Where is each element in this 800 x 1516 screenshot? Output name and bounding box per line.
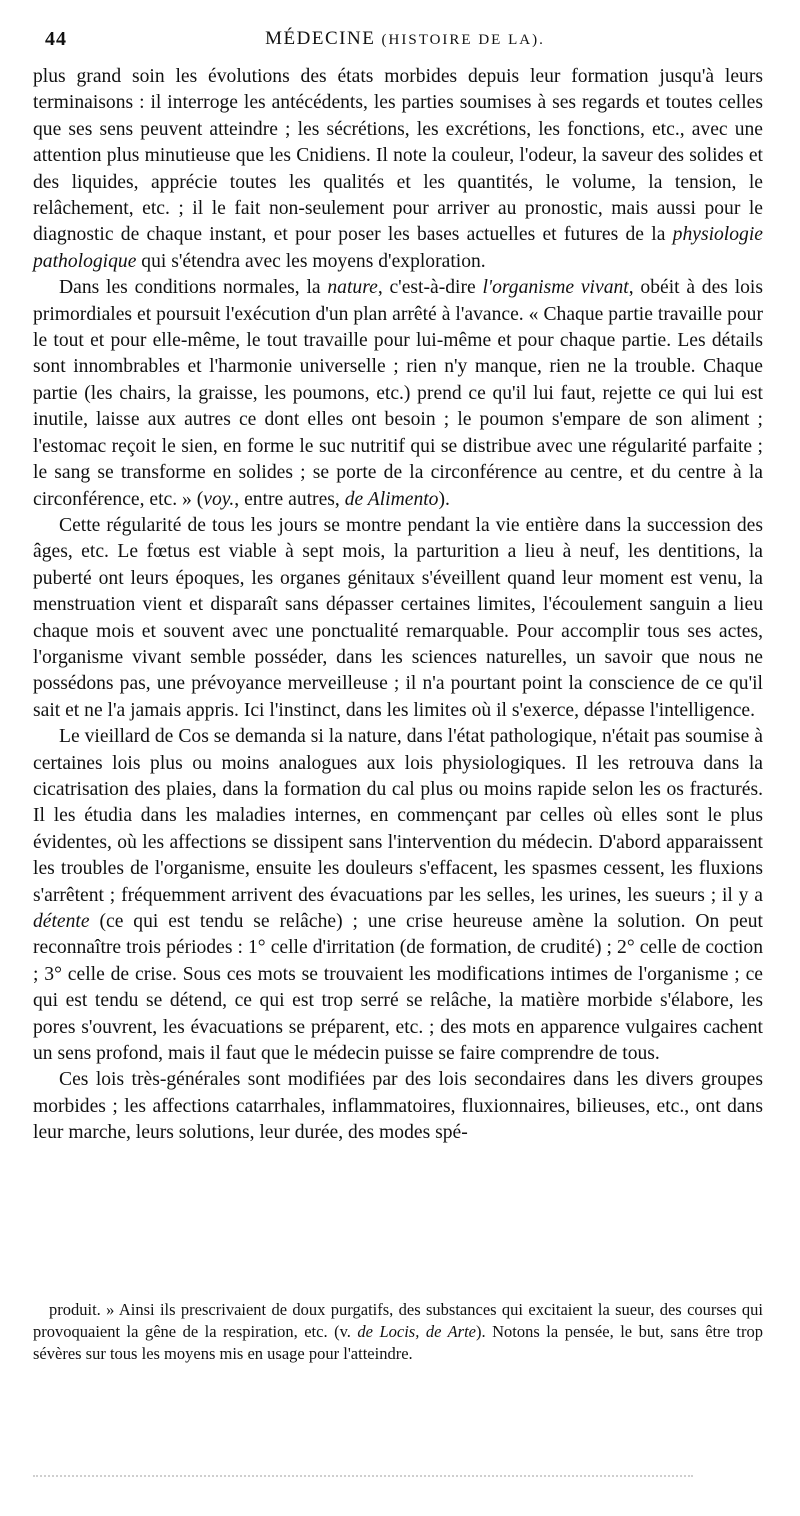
running-header	[45, 28, 765, 58]
italic-term: détente	[33, 911, 90, 932]
paragraph: Ces lois très-générales sont modifiées par des lois secondaires dans les divers groupes morbides ; les affections catarrhales, inflammatoires, fluxionnaires, bilieuses, etc., ont dans leur marche, leurs solutions, leur durée, des modes spé-	[33, 1069, 763, 1144]
text-run: , obéit à des lois primordiales et poursuit l'exécution d'un plan arrêté à l'avance. « Chaque partie travaille pour le tout et pour elle-même, le tout travaille pour lui-même et pour chaque partie. Les détails sont innombrables et l'harmonie universelle ; rien n'y manque, rien ne la trouble. Chaque partie (les chairs, la graisse, les poumons, etc.) prend ce qu'il lui faut, rejette ce qui lui est inutile, laisse aux autres ce dont elles ont besoin ; le poumon s'empare de son aliment ; l'estomac reçoit le sien, en forme le suc nutritif qui se distribue avec une régularité parfaite ; le sang se transforme en solides ; se porte de la circonférence au centre, et du centre à la circonférence, etc. » (	[33, 277, 763, 510]
italic-term: de Locis, de Arte	[357, 1322, 477, 1341]
italic-term: voy.	[203, 488, 235, 510]
footnote-text	[33, 1299, 763, 1365]
main-text	[33, 64, 763, 1147]
text-run: ).	[438, 488, 450, 510]
text-run: ). Notons la pensée, le but, sans être trop sévères sur tous les moyens mis en usage pour l'atteindre.	[33, 1322, 764, 1363]
text-run: (ce qui est tendu se relâche) ; une crise heureuse amène la solution. On peut reconnaître trois périodes : 1° celle d'irritation (de formation, de crudité) ; 2° celle de coction ; 3° celle de crise. Sous ces mots se trouvaient les modifications intimes de l'organisme ; ce qui est tendu se détend, ce qui est trop serré se relâche, la matière morbide s'élabore, les pores s'ouvrent, les évacuations se préparent, etc. ; des mots en apparence vulgaires cachent un sens profond, mais il faut que le médecin puisse se faire comprendre de tous.	[33, 911, 763, 1065]
running-title	[45, 28, 765, 50]
footnote	[33, 1299, 763, 1365]
bleed-through-marks	[33, 1475, 693, 1479]
paragraph	[33, 724, 763, 1067]
italic-term: de Alimento	[344, 488, 439, 510]
italic-term: nature	[327, 277, 378, 299]
running-title-main: MÉDECINE	[265, 28, 376, 49]
paragraph: Cette régularité de tous les jours se montre pendant la vie entière dans la succession des âges, etc. Le fœtus est viable à sept mois, la parturition a lieu à neuf, les dentitions, la puberté ont leurs époques, les organes génitaux s'éveillent quand leur moment est venu, la menstruation vient et disparaît sans dépasser certaines limites, l'écoulement sanguin a lieu chaque mois et souvent avec une ponctualité remarquable. Pour accomplir tous ses actes, l'organisme vivant semble posséder, dans les sciences naturelles, un savoir que nous ne possédons pas, une prévoyance merveilleuse ; il n'a pourtant point la conscience de ce qu'il sait et ne l'a jamais appris. Ici l'instinct, dans les limites où il s'exerce, dépasse l'intelligence.	[33, 514, 763, 721]
text-run: , entre autres,	[234, 488, 345, 510]
paragraph	[33, 64, 763, 275]
text-run: Dans les conditions normales, la	[59, 277, 328, 299]
page-number: 44	[45, 28, 67, 50]
text-run: plus grand soin les évolutions des états morbides depuis leur formation jusqu'à leurs terminaisons : il interroge les antécédents, les parties soumises à ses regards et toutes celles que ses sens peuvent atteindre ; les sécrétions, les excrétions, les fonctions, etc., avec une attention plus minutieuse que les Cnidiens. Il note la couleur, l'odeur, la saveur des solides et des liquides, apprécie toutes les qualités et les quantités, le volume, la tension, le relâchement, etc. ; il le fait non-seulement pour arriver au pronostic, mais aussi pour le diagnostic de chaque instant, et pour poser les bases actuelles et futures de la	[33, 66, 763, 246]
running-title-sub: (HISTOIRE DE LA).	[381, 32, 545, 48]
italic-term: physiologie pathologique	[33, 224, 763, 272]
text-run: qui s'étendra avec les moyens d'exploration.	[136, 250, 486, 272]
text-run: , c'est-à-dire	[377, 277, 483, 299]
paragraph	[33, 275, 763, 513]
italic-term: l'organisme vivant	[482, 277, 629, 299]
text-run: produit. » Ainsi ils prescrivaient de doux purgatifs, des substances qui excitaient la sueur, des courses qui provoquaient la gêne de la respiration, etc. (v.	[33, 1300, 763, 1341]
text-run: Le vieillard de Cos se demanda si la nature, dans l'état pathologique, n'était pas soumise à certaines lois plus ou moins analogues aux lois physiologiques. Il les retrouva dans la cicatrisation des plaies, dans la formation du cal plus ou moins rapide selon les os fracturés. Il les étudia dans les maladies internes, en commençant par celles où elles sont le plus évidentes, où les affections se dissipent sans l'intervention du médecin. D'abord apparaissent les troubles de l'organisme, ensuite les douleurs s'effacent, les spasmes cessent, les fluxions s'arrêtent ; fréquemment arrivent des évacuations par les selles, les urines, les sueurs ; il y a	[33, 726, 763, 906]
